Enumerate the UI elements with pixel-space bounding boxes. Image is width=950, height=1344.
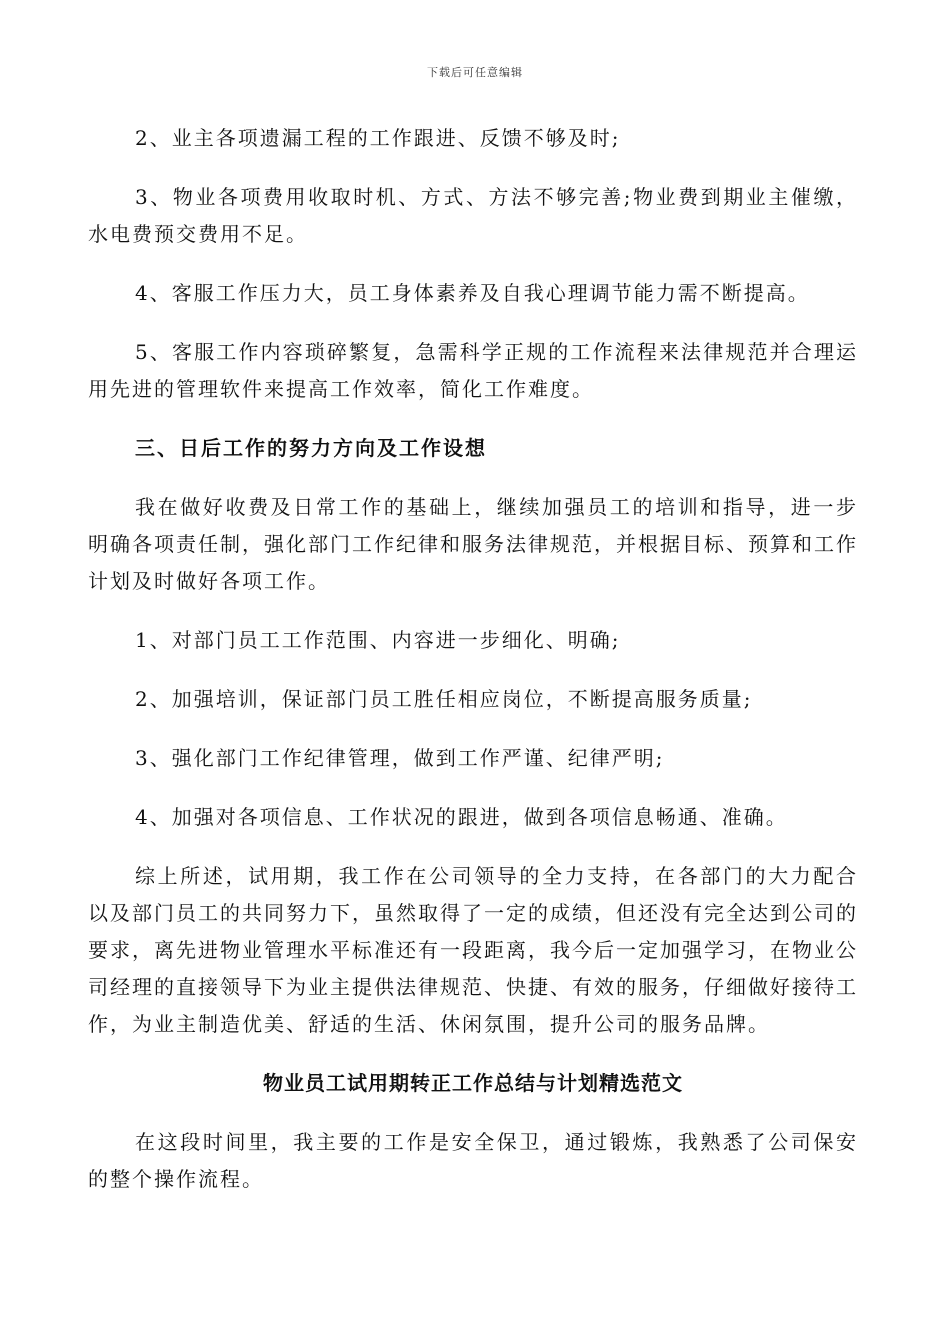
paragraph-item-4: 4、客服工作压力大，员工身体素养及自我心理调节能力需不断提高。 xyxy=(135,281,810,305)
paragraph-plan-1: 1、对部门员工工作范围、内容进一步细化、明确; xyxy=(135,628,621,652)
paragraph-plan-4: 4、加强对各项信息、工作状况的跟进，做到各项信息畅通、准确。 xyxy=(135,805,788,829)
paragraph-plan-2: 2、加强培训，保证部门员工胜任相应岗位，不断提高服务质量; xyxy=(135,687,753,711)
paragraph-item-3: 3、物业各项费用收取时机、方式、方法不够完善;物业费到期业主催缴，水电费预交费用不足。 xyxy=(88,185,858,246)
paragraph-conclusion: 综上所述，试用期，我工作在公司领导的全力支持，在各部门的大力配合以及部门员工的共同努力下，虽然取得了一定的成绩，但还没有完全达到公司的要求，离先进物业管理水平标准还有一段距离，我今后一定加强学习，在物业公司经理的直接领导下为业主提供法律规范、快捷、有效的服务，仔细做好接待工作，为业主制造优美、舒适的生活、休闲氛围，提升公司的服务品牌。 xyxy=(88,864,858,1036)
paragraph-item-2: 2、业主各项遗漏工程的工作跟进、反馈不够及时; xyxy=(135,126,621,150)
paragraph-plan-intro: 我在做好收费及日常工作的基础上，继续加强员工的培训和指导，进一步明确各项责任制，强化部门工作纪律和服务法律规范，并根据目标、预算和工作计划及时做好各项工作。 xyxy=(88,495,858,593)
paragraph-item-5: 5、客服工作内容琐碎繁复，急需科学正规的工作流程来法律规范并合理运用先进的管理软件来提高工作效率，简化工作难度。 xyxy=(88,340,858,401)
page-header: 下载后可任意编辑 xyxy=(427,66,523,79)
section-heading-3: 三、日后工作的努力方向及工作设想 xyxy=(135,436,487,460)
paragraph-new-section: 在这段时间里，我主要的工作是安全保卫，通过锻炼，我熟悉了公司保安的整个操作流程。 xyxy=(88,1130,858,1191)
document-title: 物业员工试用期转正工作总结与计划精选范文 xyxy=(263,1071,683,1095)
paragraph-plan-3: 3、强化部门工作纪律管理，做到工作严谨、纪律严明; xyxy=(135,746,665,770)
document-body xyxy=(88,120,858,1198)
